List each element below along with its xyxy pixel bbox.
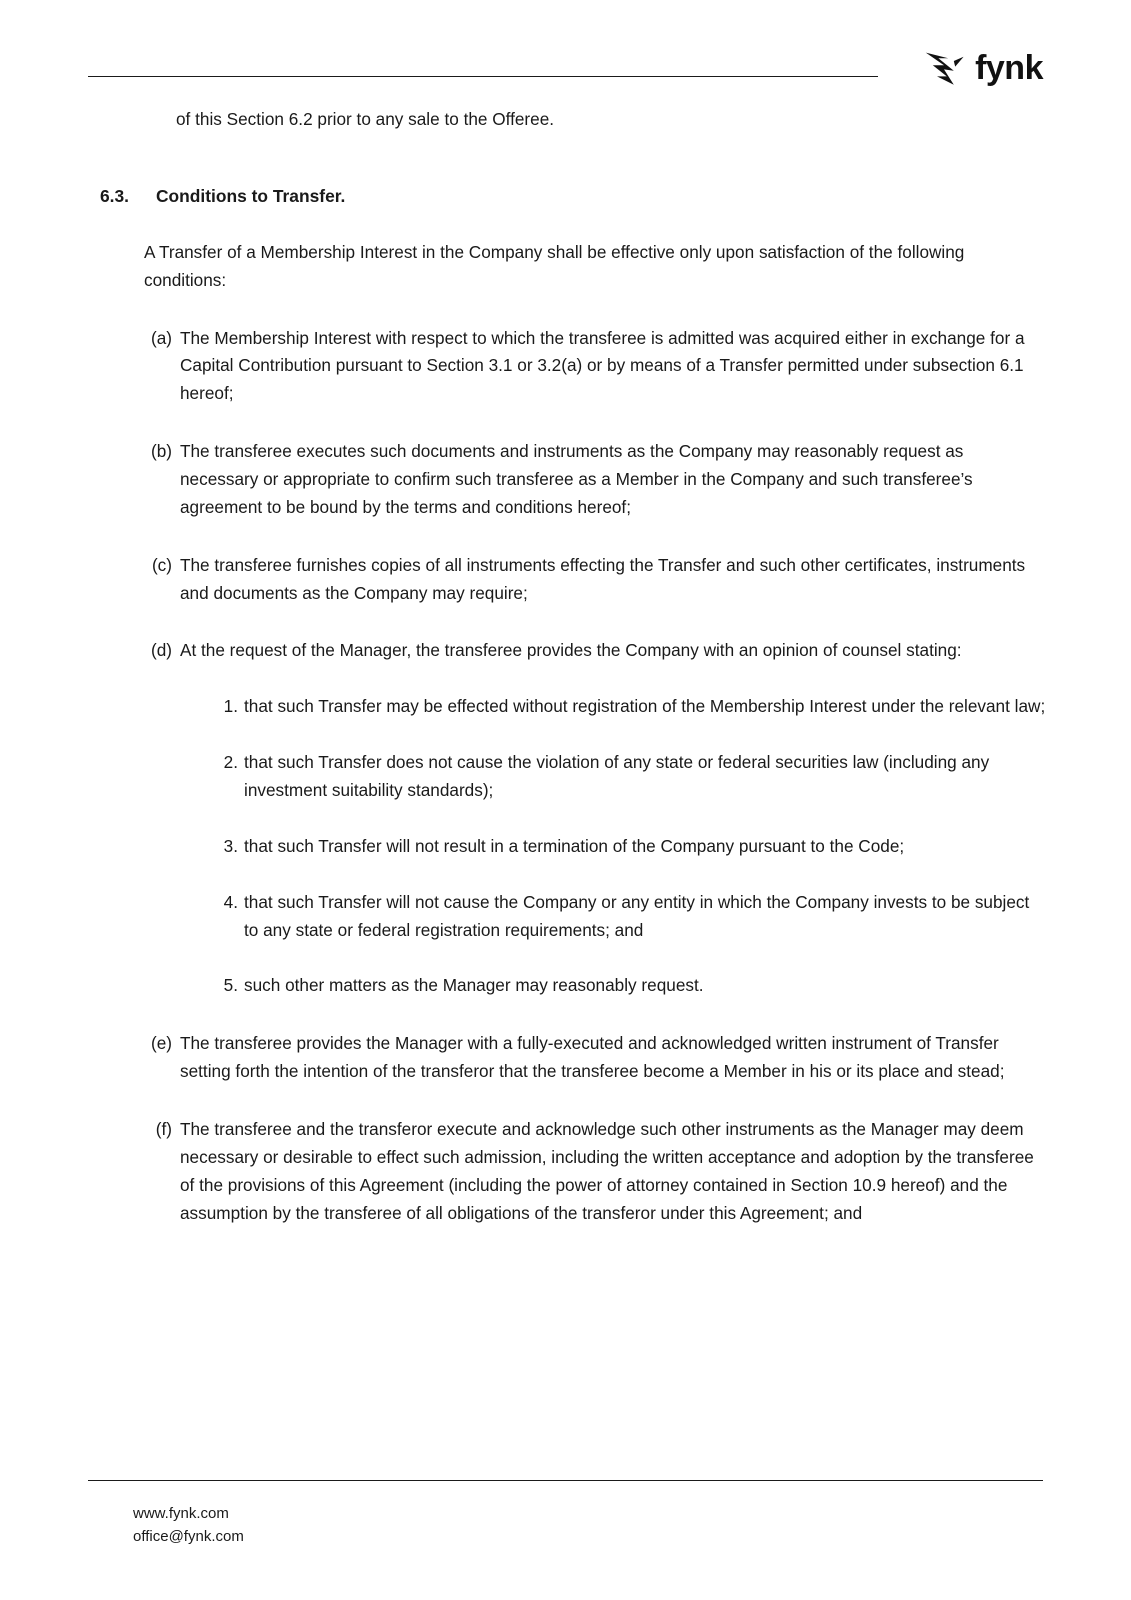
list-text: that such Transfer may be effected without registration of the Membership Interest under the relevant law;	[244, 696, 1046, 717]
document-body	[88, 100, 1046, 1227]
list-item	[144, 438, 1036, 522]
list-item	[144, 1116, 1036, 1227]
list-item	[216, 972, 1046, 1000]
list-text: that such Transfer will not cause the Company or any entity in which the Company invests to be subject to any state or federal registration requirements; and	[244, 891, 1030, 940]
list-text: The transferee and the transferor execute and acknowledge such other instruments as the Manager may deem necessary or desirable to effect such admission, including the written acceptance and adoption by the transferee of the provisions of this Agreement (including the power of attorney contained in Section 10.9 hereof) and the assumption by the transferee of all obligations of the transferor under this Agreement; and	[180, 1119, 1034, 1223]
list-text: At the request of the Manager, the transferee provides the Company with an opinion of counsel stating:	[180, 640, 962, 661]
header-divider	[88, 76, 878, 77]
list-marker: 3.	[223, 835, 238, 856]
list-marker: 1.	[223, 696, 238, 717]
list-item	[144, 552, 1036, 608]
list-item	[144, 637, 1036, 665]
list-text: that such Transfer will not result in a termination of the Company pursuant to the Code;	[244, 835, 905, 856]
list-item	[216, 749, 1046, 805]
continuation-paragraph: of this Section 6.2 prior to any sale to the Offeree.	[176, 109, 555, 129]
list-item	[216, 833, 1046, 861]
list-item	[144, 325, 1036, 409]
list-text: The transferee furnishes copies of all instruments effecting the Transfer and such other certificates, instruments and documents as the Company may require;	[180, 554, 1026, 603]
counsel-opinions-list	[88, 693, 1046, 1000]
list-item	[216, 693, 1046, 721]
list-text: The transferee provides the Manager with a fully-executed and acknowledged written instrument of Transfer setting forth the intention of the transferor that the transferee become a Member in his or its place and stead;	[180, 1033, 1005, 1082]
section-number: 6.3.	[100, 185, 130, 206]
brand-name: fynk	[975, 49, 1043, 87]
list-marker: (e)	[150, 1033, 172, 1054]
brand-logo	[923, 48, 1043, 88]
list-marker: (b)	[150, 441, 172, 462]
list-marker: 4.	[223, 891, 238, 912]
list-text: The Membership Interest with respect to which the transferee is admitted was acquired either in exchange for a Capital Contribution pursuant to Section 3.1 or 3.2(a) or by means of a Transfer permitted under subsection 6.1 hereof;	[180, 327, 1025, 404]
bird-logo-icon	[923, 48, 965, 88]
list-marker: (a)	[150, 327, 172, 348]
list-item	[216, 889, 1046, 945]
list-item	[144, 1030, 1036, 1086]
list-marker: 2.	[223, 752, 238, 773]
footer-website: www.fynk.com	[133, 1505, 229, 1522]
conditions-list	[88, 325, 1043, 666]
footer-divider	[88, 1480, 1043, 1481]
list-marker: (c)	[151, 554, 172, 575]
lead-paragraph: A Transfer of a Membership Interest in the Company shall be effective only upon satisfaction of the following conditions:	[144, 241, 965, 290]
list-text: that such Transfer does not cause the violation of any state or federal securities law (including any investment suitability standards);	[244, 752, 990, 801]
list-text: such other matters as the Manager may reasonably request.	[244, 975, 704, 996]
conditions-list-continued	[88, 1030, 1043, 1227]
section-title: Conditions to Transfer.	[156, 185, 346, 206]
page-header	[88, 40, 1043, 100]
footer-email: office@fynk.com	[133, 1527, 244, 1545]
list-marker: (d)	[150, 640, 172, 661]
list-marker: (f)	[155, 1119, 172, 1140]
list-text: The transferee executes such documents and instruments as the Company may reasonably request as necessary or appropriate to confirm such transferee as a Member in the Company and such transferee’s agreement to be bound by the terms and conditions hereof;	[180, 441, 973, 517]
section-heading	[100, 186, 1043, 207]
page-footer	[88, 1480, 1043, 1548]
list-marker: 5.	[223, 975, 238, 996]
